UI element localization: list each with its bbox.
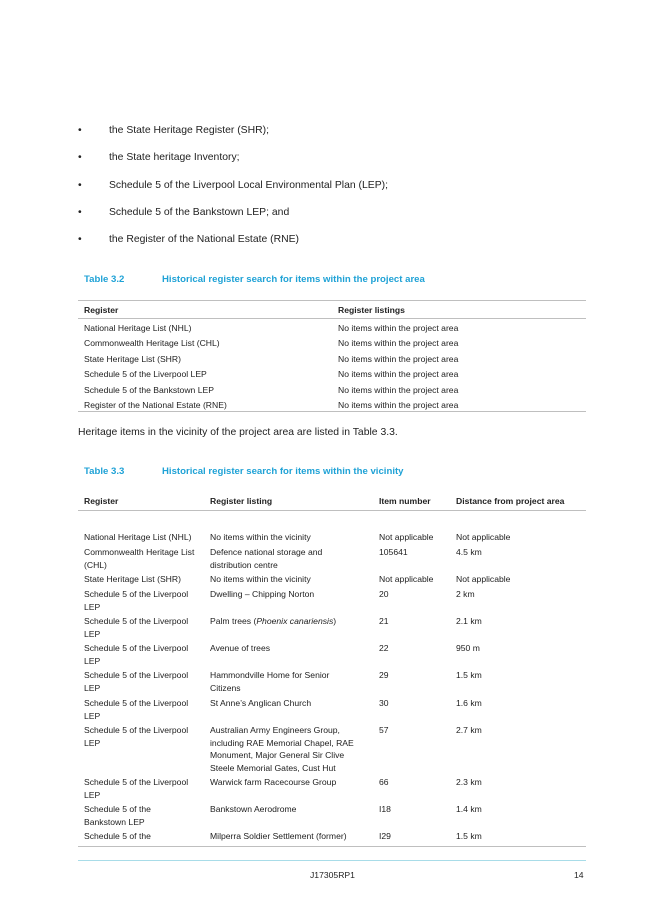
cell-register: State Heritage List (SHR) — [84, 353, 181, 364]
cell-distance: 2.7 km — [456, 725, 482, 735]
cell-item-number: I29 — [379, 831, 391, 841]
register-bullet-list — [78, 124, 598, 260]
cell-item-number: 21 — [379, 616, 389, 626]
cell-item-number: 66 — [379, 777, 389, 787]
cell-register: Schedule 5 of the Liverpool LEP — [84, 725, 189, 748]
cell-listing: No items within the project area — [338, 353, 459, 364]
cell-register: Schedule 5 of the Liverpool LEP — [84, 616, 189, 639]
header-register-listings: Register listings — [338, 305, 405, 315]
cell-register: Schedule 5 of the Liverpool LEP — [84, 589, 189, 612]
cell-register: State Heritage List (SHR) — [84, 574, 181, 584]
cell-item-number: 22 — [379, 643, 389, 653]
cell-item-number: 57 — [379, 725, 389, 735]
table-row — [78, 385, 586, 400]
cell-distance: 1.5 km — [456, 831, 482, 841]
species-name: Phoenix canariensis — [256, 616, 334, 626]
cell-register: National Heritage List (NHL) — [84, 323, 192, 333]
bullet-symbol: • — [78, 152, 82, 164]
cell-register: Schedule 5 of the Bankstown LEP — [84, 384, 214, 395]
cell-listing: Hammondville Home for Senior Citizens — [210, 670, 330, 693]
cell-listing: Australian Army Engineers Group, including RAE Memorial Chapel, RAE Monument, Major General Sir Clive Steele Memorial Gates, Cust Hut — [210, 725, 354, 773]
cell-distance: 1.6 km — [456, 698, 482, 708]
cell-item-number: 30 — [379, 698, 389, 708]
table-row — [78, 369, 586, 384]
bullet-item — [78, 206, 598, 233]
header-distance: Distance from project area — [456, 496, 565, 506]
table-3-3-title: Historical register search for items within the vicinity — [162, 466, 404, 477]
cell-register: Commonwealth Heritage List (CHL) — [84, 547, 195, 570]
bullet-item — [78, 124, 598, 151]
header-item-number: Item number — [379, 496, 431, 506]
cell-register: Schedule 5 of the Liverpool LEP — [84, 777, 189, 800]
bullet-symbol: • — [78, 234, 82, 246]
cell-register: Commonwealth Heritage List (CHL) — [84, 338, 220, 349]
table-3-2-number: Table 3.2 — [84, 274, 125, 285]
table-row — [78, 338, 586, 353]
bullet-text: the State Heritage Register (SHR); — [109, 125, 269, 136]
cell-item-number: 105641 — [379, 547, 408, 557]
cell-item-number: Not applicable — [379, 532, 434, 542]
cell-listing: Milperra Soldier Settlement (former) — [210, 831, 347, 841]
cell-listing: No items within the project area — [338, 369, 459, 380]
cell-listing: No items within the project area — [338, 384, 459, 395]
bullet-text: the Register of the National Estate (RNE) — [109, 234, 300, 246]
table-3-2-top-rule — [78, 300, 586, 301]
cell-distance: 2.1 km — [456, 616, 482, 626]
cell-listing: No items within the project area — [338, 338, 459, 349]
bullet-symbol: • — [78, 179, 82, 191]
cell-distance: 2.3 km — [456, 777, 482, 787]
table-3-2-bottom-rule — [78, 411, 586, 412]
table-3-3-header-rule — [78, 510, 586, 511]
cell-listing: Warwick farm Racecourse Group — [210, 777, 337, 787]
cell-distance: 2 km — [456, 589, 475, 599]
bullet-item — [78, 233, 598, 260]
cell-item-number: 20 — [379, 589, 389, 599]
header-register: Register — [84, 496, 119, 506]
cell-register: Schedule 5 of the Liverpool LEP — [84, 670, 189, 693]
cell-listing: No items within the vicinity — [210, 574, 311, 584]
table-3-3-bottom-rule — [78, 846, 586, 847]
cell-register: Schedule 5 of the Liverpool LEP — [84, 643, 189, 666]
cell-distance: Not applicable — [456, 532, 511, 542]
table-row — [78, 400, 586, 415]
cell-listing: Defence national storage and distribution centre — [210, 547, 323, 570]
bullet-item — [78, 151, 598, 178]
cell-distance: Not applicable — [456, 574, 511, 584]
cell-listing: Palm trees (Phoenix canariensis) — [210, 616, 337, 626]
bullet-text: the State heritage Inventory; — [109, 152, 240, 164]
cell-register: Schedule 5 of the Liverpool LEP — [84, 369, 207, 380]
table-3-2-header-rule — [78, 318, 586, 319]
cell-listing: No items within the project area — [338, 323, 459, 333]
cell-listing: Bankstown Aerodrome — [210, 804, 297, 814]
cell-distance: 1.5 km — [456, 670, 482, 680]
cell-item-number: Not applicable — [379, 574, 434, 584]
cell-listing: St Anne’s Anglican Church — [210, 698, 312, 708]
cell-distance: 950 m — [456, 643, 480, 653]
header-register: Register — [84, 305, 119, 315]
cell-register: National Heritage List (NHL) — [84, 532, 192, 542]
bullet-item — [78, 179, 598, 206]
table-3-3-number: Table 3.3 — [84, 466, 125, 477]
cell-register: Schedule 5 of the — [84, 831, 151, 841]
header-register-listing: Register listing — [210, 496, 273, 506]
footer-page-number: 14 — [574, 870, 584, 880]
bullet-text: Schedule 5 of the Bankstown LEP; and — [109, 206, 290, 218]
bullet-symbol: • — [78, 125, 82, 136]
bullet-symbol: • — [78, 206, 82, 218]
bullet-text: Schedule 5 of the Liverpool Local Environmental Plan (LEP); — [109, 179, 388, 191]
cell-item-number: I18 — [379, 804, 391, 814]
body-paragraph: Heritage items in the vicinity of the project area are listed in Table 3.3. — [78, 427, 398, 438]
cell-listing: No items within the vicinity — [210, 532, 311, 542]
cell-listing: Avenue of trees — [210, 643, 271, 653]
footer-rule — [78, 860, 586, 861]
cell-listing: No items within the project area — [338, 400, 459, 410]
table-3-2-title: Historical register search for items within the project area — [162, 274, 425, 285]
cell-distance: 4.5 km — [456, 547, 482, 557]
footer-doc-ref: J17305RP1 — [310, 870, 355, 880]
table-row — [78, 354, 586, 369]
cell-distance: 1.4 km — [456, 804, 482, 814]
cell-item-number: 29 — [379, 670, 389, 680]
cell-register: Schedule 5 of the Bankstown LEP — [84, 804, 151, 827]
cell-register: Schedule 5 of the Liverpool LEP — [84, 698, 189, 721]
table-row — [78, 323, 586, 338]
cell-listing: Dwelling – Chipping Norton — [210, 589, 315, 599]
cell-register: Register of the National Estate (RNE) — [84, 400, 227, 410]
